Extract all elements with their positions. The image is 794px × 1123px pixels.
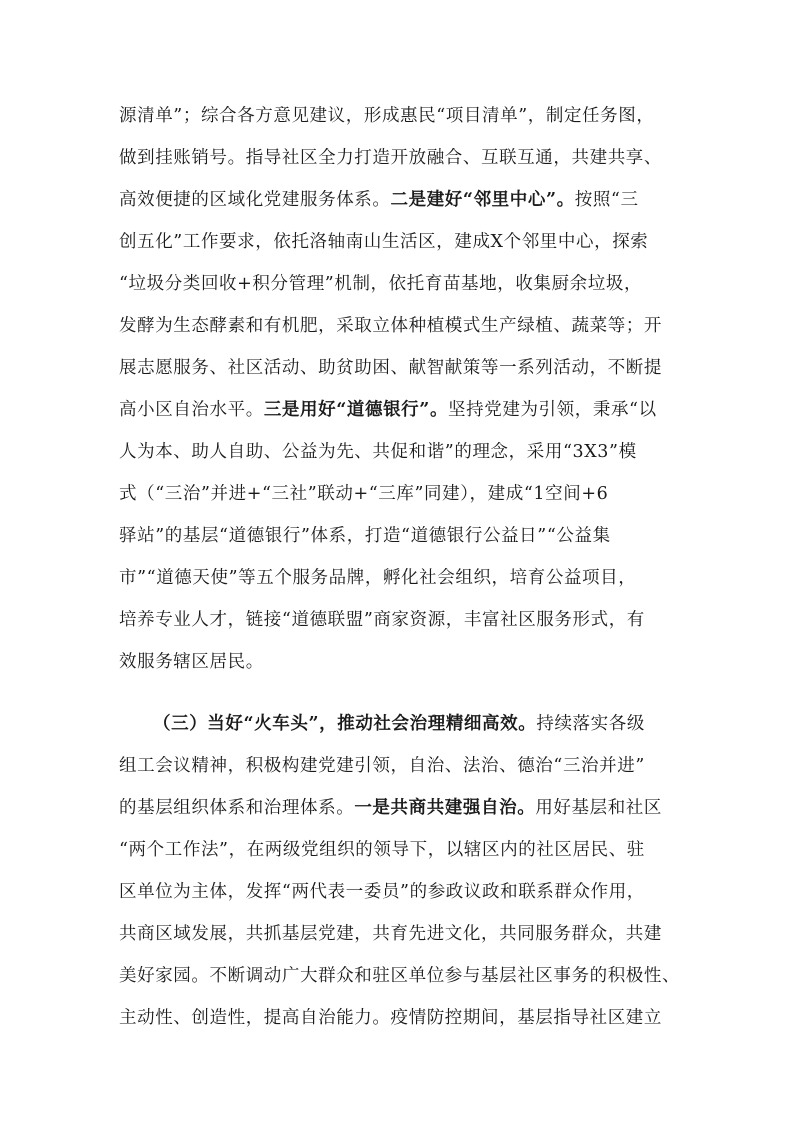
text-run: 创五化”工作要求，依托洛轴南山生活区，建成X个邻里中心，探索: [119, 232, 649, 252]
text-run: 做到挂账销号。指导社区全力打造开放融合、互联互通，共建共享、: [119, 148, 662, 168]
text-run: 高小区自治水平。: [119, 400, 264, 420]
text-line: [119, 796, 679, 820]
text-line: [119, 230, 679, 254]
text-run: 高效便捷的区域化党建服务体系。: [119, 190, 391, 210]
text-line: [119, 880, 679, 904]
bold-phrase: 二是建好“邻里中心”。: [390, 190, 575, 210]
text-line: [119, 566, 679, 590]
text-run: 持续落实各级: [536, 714, 645, 734]
text-run: 的基层组织体系和治理体系。: [119, 798, 355, 818]
text-run: 共商区域发展，共抓基层党建，共育先进文化，共同服务群众，共建: [119, 924, 662, 944]
text-run: 效服务辖区居民。: [119, 652, 264, 672]
bold-phrase: （三）当好“火车头”，推动社会治理精细高效。: [153, 714, 537, 734]
text-line: [119, 146, 679, 170]
text-run: 驿站”的基层“道德银行”体系，打造“道德银行公益日”“公益集: [119, 526, 611, 546]
text-line: [119, 440, 679, 464]
text-run: 源清单”；综合各方意见建议，形成惠民“项目清单”，制定任务图，: [119, 106, 655, 126]
text-line: [119, 314, 679, 338]
text-run: 培养专业人才，链接“道德联盟”商家资源，丰富社区服务形式，有: [119, 610, 645, 630]
text-run: “两个工作法”，在两级党组织的领导下，以辖区内的社区居民、驻: [119, 840, 645, 860]
text-run: 主动性、创造性，提高自治能力。疫情防控期间，基层指导社区建立: [119, 1008, 662, 1028]
text-run: 按照“三: [574, 190, 639, 210]
text-line: [119, 524, 679, 548]
bold-phrase: 三是用好“道德银行”。: [263, 400, 449, 420]
text-run: “垃圾分类回收+积分管理”机制，依托育苗基地，收集厨余垃圾，: [119, 274, 643, 294]
text-line: [119, 482, 679, 506]
text-line: [119, 922, 679, 946]
text-run: 用好基层和社区: [535, 798, 663, 818]
text-run: 发酵为生态酵素和有机肥，采取立体种植模式生产绿植、蔬菜等；开: [119, 316, 662, 336]
text-run: 式（“三治”并进+“三社”联动+“三库”同建），建成“1空间+6: [119, 484, 609, 504]
text-run: 区单位为主体，发挥“两代表一委员”的参政议政和联系群众作用，: [119, 882, 645, 902]
text-line: [119, 188, 679, 212]
text-run: 人为本、助人自助、公益为先、共促和谐”的理念，采用“3X3”模: [119, 442, 637, 462]
text-line: [119, 650, 679, 674]
text-line: [119, 356, 679, 380]
text-run: 坚持党建为引领，秉承“以: [448, 400, 657, 420]
text-line: [119, 608, 679, 632]
bold-phrase: 一是共商共建强自治。: [354, 798, 536, 818]
text-run: 展志愿服务、社区活动、助贫助困、献智献策等一系列活动，不断提: [119, 358, 662, 378]
text-line: [119, 838, 679, 862]
text-line: [119, 1006, 679, 1030]
text-run: 组工会议精神，积极构建党建引领，自治、法治、德治“三治并进”: [119, 756, 645, 776]
text-line: [119, 964, 679, 988]
text-line: [119, 272, 679, 296]
text-line: [119, 104, 679, 128]
text-line: [119, 398, 679, 422]
section-heading-line: [153, 712, 713, 736]
text-run: 市”“道德天使”等五个服务品牌，孵化社会组织，培育公益项目，: [119, 568, 637, 588]
text-run: 美好家园。不断调动广大群众和驻区单位参与基层社区事务的积极性、: [119, 966, 681, 986]
text-line: [119, 754, 679, 778]
